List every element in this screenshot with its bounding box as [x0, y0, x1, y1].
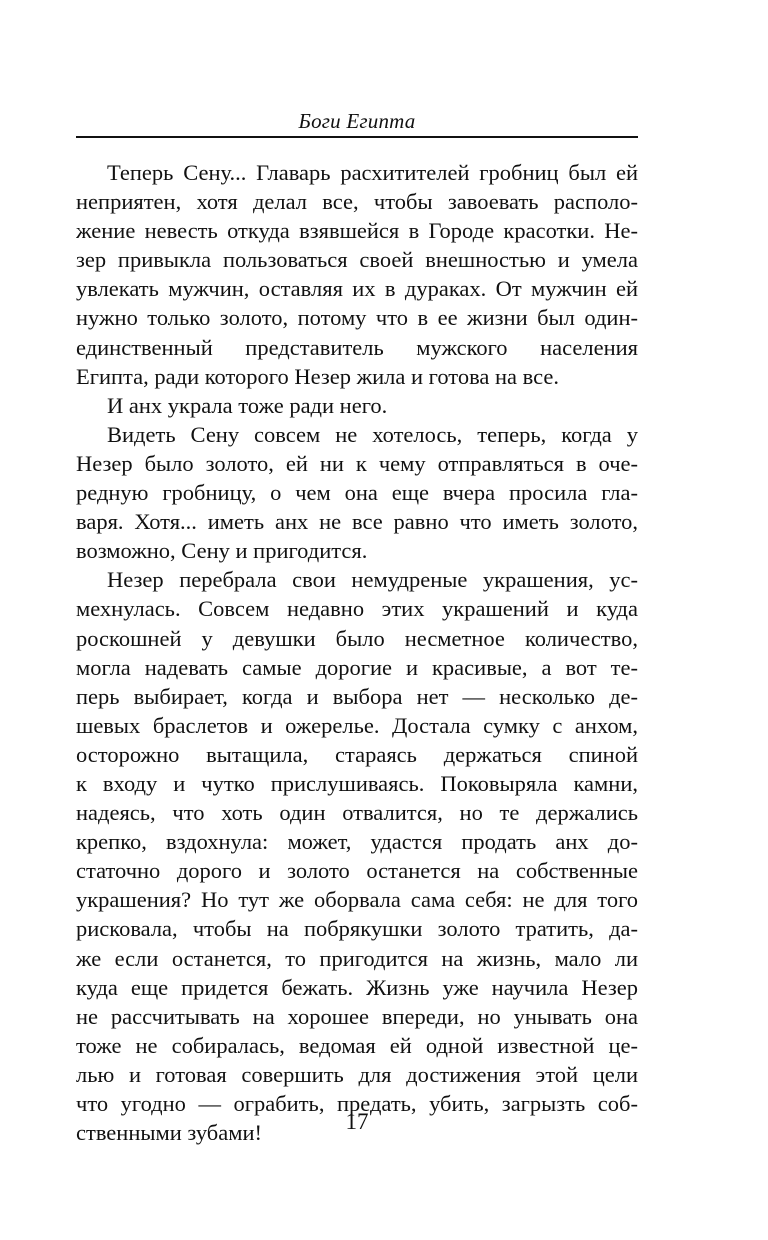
text-line: крепко, вздохнула: может, удастся продать анх до- — [76, 829, 638, 855]
text-line: варя. Хотя... иметь анх не все равно что иметь золото, — [76, 509, 638, 535]
text-line: не рассчитывать на хорошее впереди, но унывать она — [76, 1003, 638, 1029]
page-number: 17 — [345, 1109, 369, 1134]
text-line: Незер было золото, ей ни к чему отправляться в оче- — [76, 450, 638, 476]
text-line: статочно дорого и золото останется на собственные — [76, 858, 638, 884]
paragraph — [76, 391, 638, 420]
text-line: мехнулась. Совсем недавно этих украшений и куда — [76, 596, 638, 622]
text-line: жение невесть откуда взявшейся в Городе красотки. Не- — [76, 218, 638, 244]
text-line: Теперь Сену... Главарь расхитителей гробниц был ей — [107, 160, 638, 185]
text-line: зер привыкла пользоваться своей внешностью и умела — [76, 247, 638, 273]
text-line: единственный представитель мужского населения — [76, 334, 638, 360]
text-line: что угодно — ограбить, предать, убить, загрызть соб- — [76, 1091, 638, 1116]
text-line: неприятен, хотя делал все, чтобы завоевать располо- — [76, 189, 638, 215]
body-text — [76, 158, 638, 1147]
running-header-title: Боги Египта — [298, 109, 416, 133]
text-line: Видеть Сену совсем не хотелось, теперь, когда у — [107, 421, 638, 447]
paragraph — [76, 420, 638, 565]
text-line: надеясь, что хоть один отвалится, но те держались — [76, 800, 638, 826]
text-line: ственными зубами! — [76, 1120, 262, 1146]
paragraph — [76, 565, 638, 1147]
text-line: могла надевать самые дорогие и красивые, а вот те- — [76, 654, 638, 680]
text-line: И анх украла тоже ради него. — [107, 392, 388, 418]
text-line: рисковала, чтобы на побрякушки золото тратить, да- — [76, 916, 638, 942]
text-line: редную гробницу, о чем она еще вчера просила гла- — [76, 480, 638, 506]
text-line: увлекать мужчин, оставляя их в дураках. От мужчин ей — [76, 276, 638, 302]
text-line: Египта, ради которого Незер жила и готова на все. — [76, 363, 560, 389]
text-line: роскошней у девушки было несметное количество, — [76, 625, 638, 651]
text-line: нужно только золото, потому что в ее жизни был один- — [76, 305, 638, 331]
text-line: Незер перебрала свои немудреные украшения, ус- — [107, 567, 638, 593]
text-line: тоже не собиралась, ведомая ей одной известной це- — [76, 1032, 638, 1058]
text-line: к входу и чутко прислушиваясь. Поковыряла камни, — [76, 770, 638, 796]
running-header — [76, 108, 638, 138]
paragraph — [76, 158, 638, 391]
text-line: украшения? Но тут же оборвала сама себя: не для того — [76, 887, 638, 913]
text-line: возможно, Сену и пригодится. — [76, 538, 368, 564]
text-line: лью и готовая совершить для достижения этой цели — [76, 1061, 638, 1087]
text-line: же если останется, то пригодится на жизнь, мало ли — [76, 945, 638, 971]
text-line: шевых браслетов и ожерелье. Достала сумку с анхом, — [76, 712, 638, 738]
text-line: осторожно вытащила, стараясь держаться спиной — [76, 741, 638, 767]
text-line: куда еще придется бежать. Жизнь уже научила Незер — [76, 974, 638, 1000]
text-line: перь выбирает, когда и выбора нет — несколько де- — [76, 683, 638, 709]
